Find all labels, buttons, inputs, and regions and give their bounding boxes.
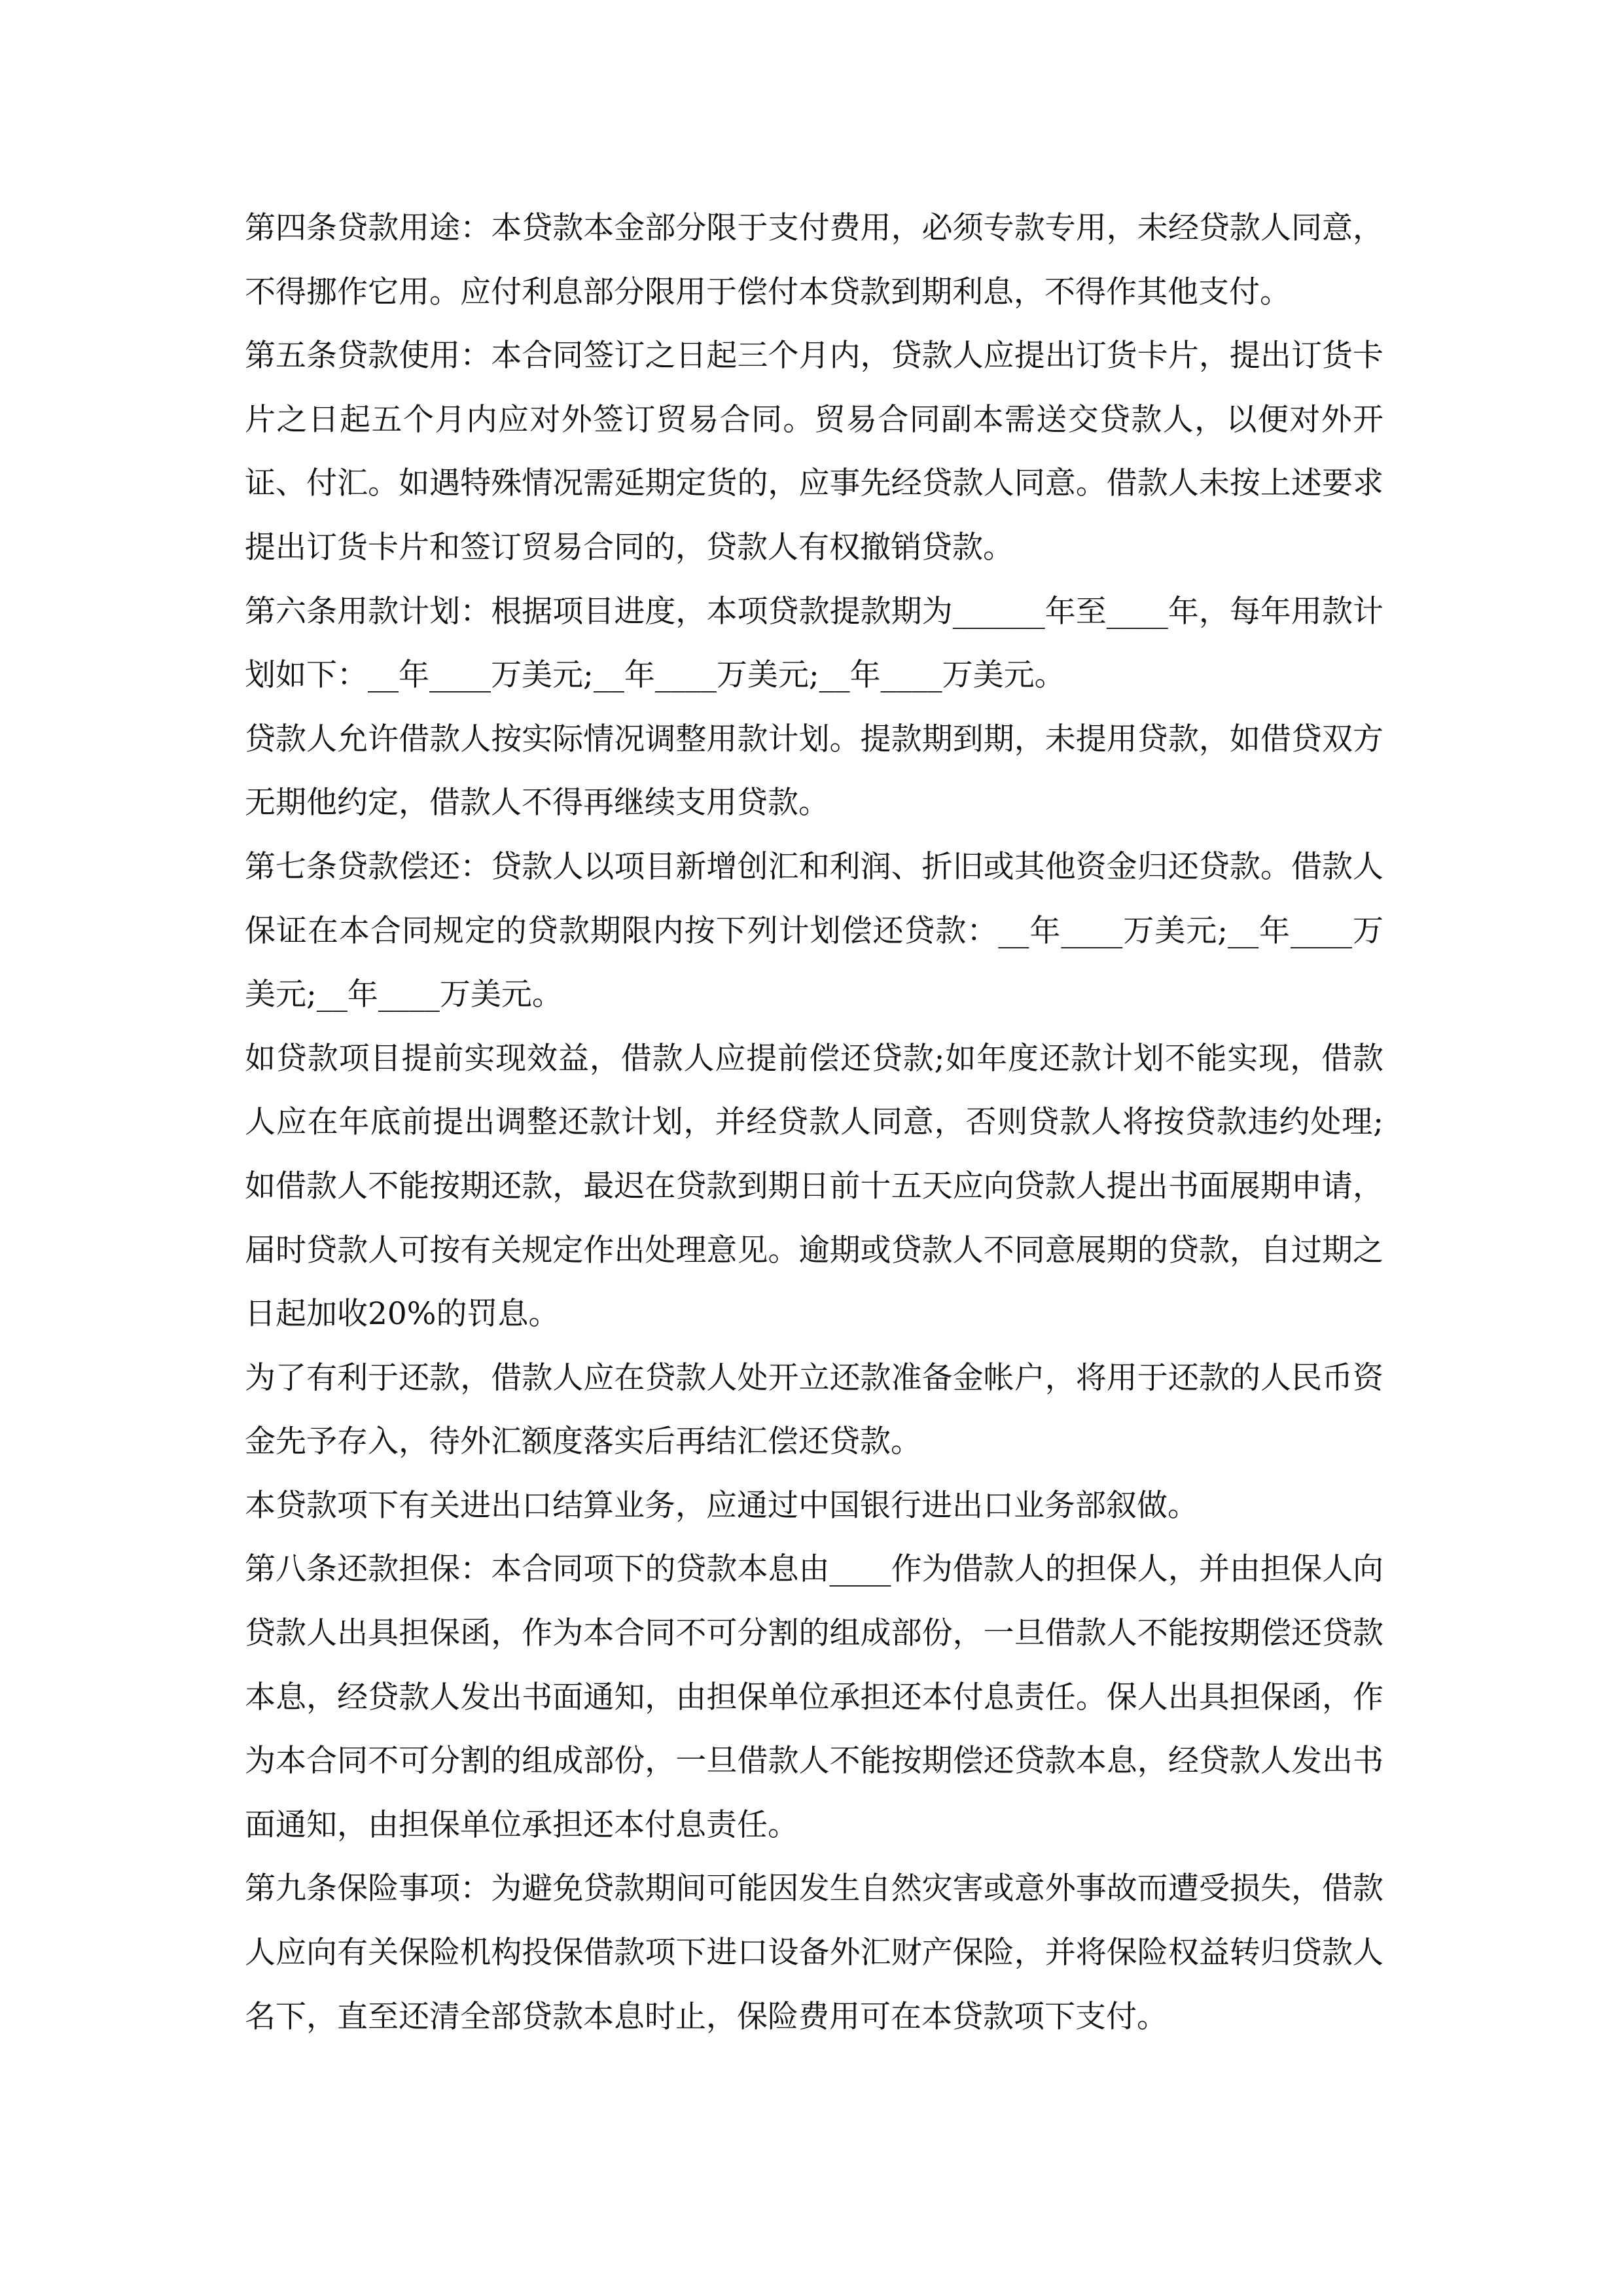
document-page [245, 196, 1383, 2049]
article-5-loan-use: 第五条贷款使用：本合同签订之日起三个月内，贷款人应提出订货卡片，提出订货卡片之日起五个月内应对外签订贸易合同。贸易合同副本需送交贷款人，以便对外开证、付汇。如遇特殊情况需延期定货的，应事先经贷款人同意。借款人未按上述要求提出订货卡片和签订贸易合同的，贷款人有权撤销贷款。 [245, 338, 1383, 565]
article-7-loan-repayment: 第七条贷款偿还：贷款人以项目新增创汇和利润、折旧或其他资金归还贷款。借款人保证在本合同规定的贷款期限内按下列计划偿还贷款：__年____万美元;__年____万美元;__年____万美元。 [245, 848, 1383, 1013]
article-8-repayment-guarantee: 第八条还款担保：本合同项下的贷款本息由____作为借款人的担保人，并由担保人向贷款人出具担保函，作为本合同不可分割的组成部份，一旦借款人不能按期偿还贷款本息，经贷款人发出书面通知，由担保单位承担还本付息责任。保人出具担保函，作为本合同不可分割的组成部份，一旦借款人不能按期偿还贷款本息，经贷款人发出书面通知，由担保单位承担还本付息责任。 [245, 1551, 1383, 1843]
early-repayment-and-extension: 如贷款项目提前实现效益，借款人应提前偿还贷款;如年度还款计划不能实现，借款人应在年底前提出调整还款计划，并经贷款人同意，否则贷款人将按贷款违约处理;如借款人不能按期还款，最迟在贷款到期日前十五天应向贷款人提出书面展期申请，届时贷款人可按有关规定作出处理意见。逾期或贷款人不同意展期的贷款，自过期之日起加收20%的罚息。 [245, 1040, 1383, 1333]
drawdown-plan-adjustment: 贷款人允许借款人按实际情况调整用款计划。提款期到期，未提用贷款，如借贷双方无期他约定，借款人不得再继续支用贷款。 [245, 721, 1383, 821]
repayment-reserve-account: 为了有利于还款，借款人应在贷款人处开立还款准备金帐户，将用于还款的人民币资金先予存入，待外汇额度落实后再结汇偿还贷款。 [245, 1359, 1383, 1460]
article-9-insurance: 第九条保险事项：为避免贷款期间可能因发生自然灾害或意外事故而遭受损失，借款人应向有关保险机构投保借款项下进口设备外汇财产保险，并将保险权益转归贷款人名下，直至还清全部贷款本息时止，保险费用可在本贷款项下支付。 [245, 1871, 1383, 2035]
import-export-settlement: 本贷款项下有关进出口结算业务，应通过中国银行进出口业务部叙做。 [245, 1487, 1198, 1524]
article-4-loan-purpose: 第四条贷款用途：本贷款本金部分限于支付费用，必须专款专用，未经贷款人同意，不得挪作它用。应付利息部分限用于偿付本贷款到期利息，不得作其他支付。 [245, 210, 1383, 310]
article-6-drawdown-plan: 第六条用款计划：根据项目进度，本项贷款提款期为______年至____年，每年用款计划如下：__年____万美元;__年____万美元;__年____万美元。 [245, 593, 1383, 694]
